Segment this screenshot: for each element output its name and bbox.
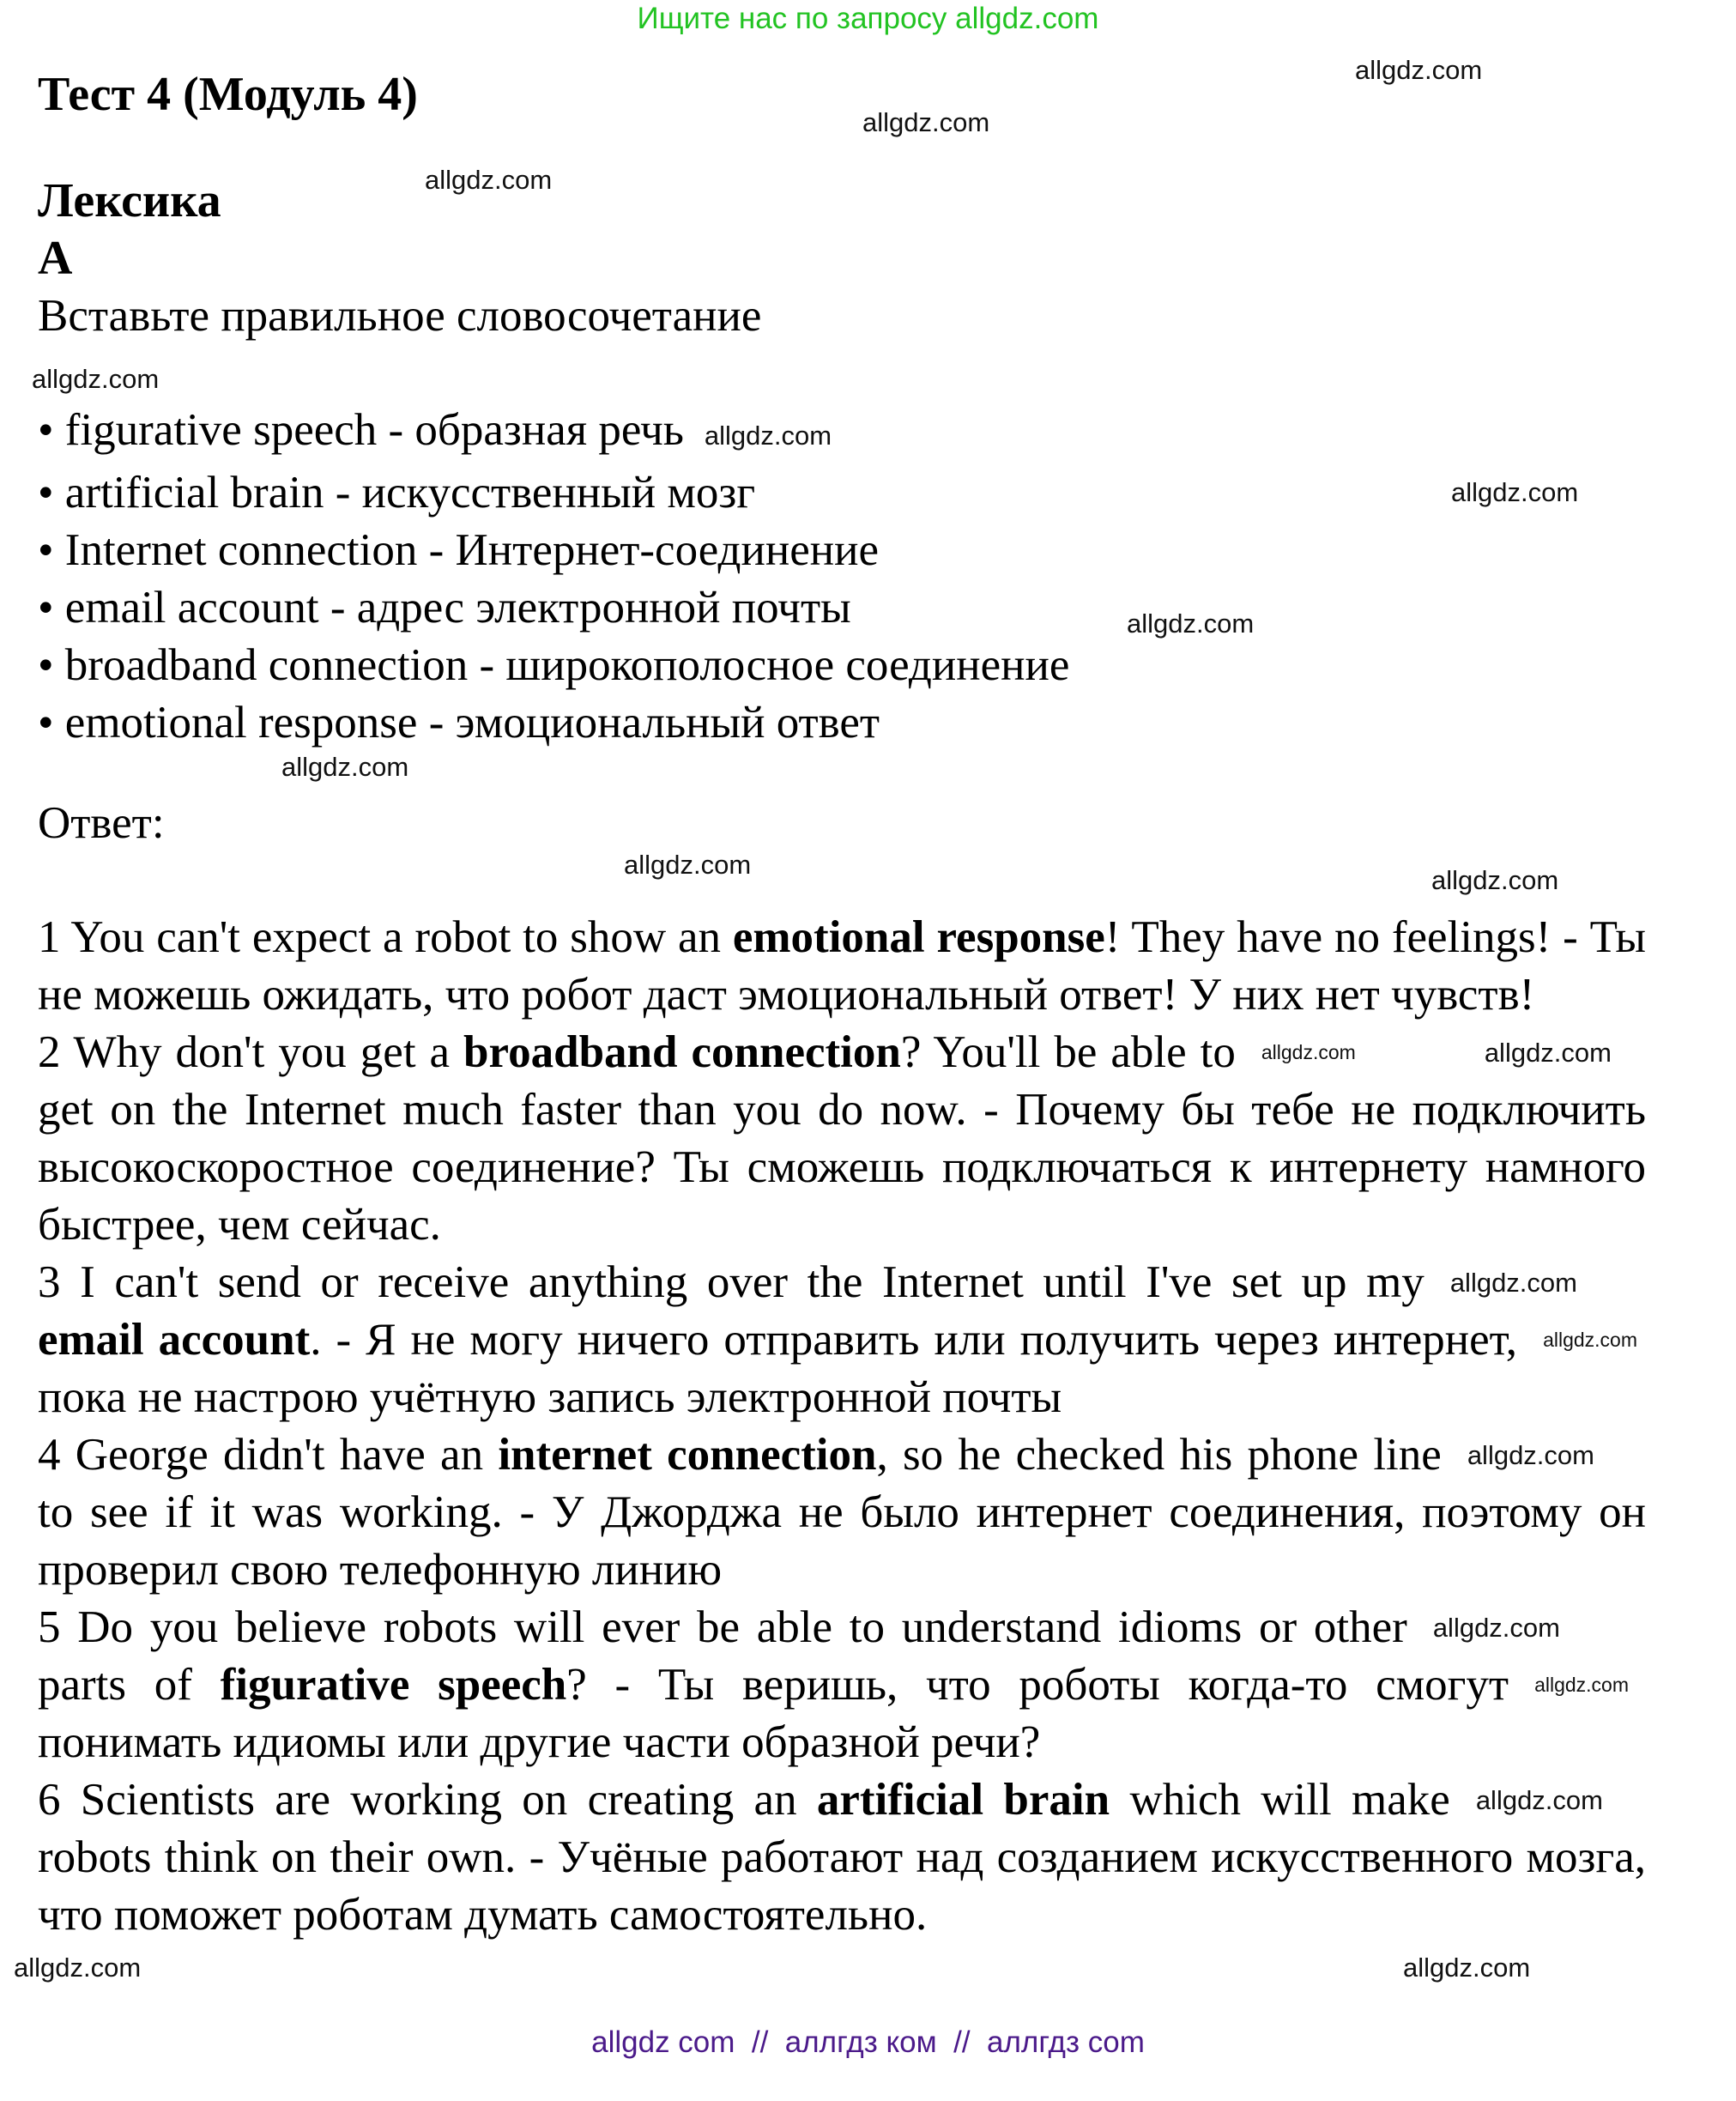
answer-key-phrase: email account <box>38 1315 311 1365</box>
watermark: allgdz.com <box>1355 55 1483 85</box>
watermark: allgdz.com <box>14 1953 142 1983</box>
watermark: allgdz.com <box>1261 1041 1356 1063</box>
answer-text: ! They have no feelings! - Ты не можешь ожидать, что робот даст эмоциональный ответ! У них нет чувств! <box>38 912 1646 1020</box>
answer-item <box>38 1771 1646 1944</box>
answer-text: 3 I can't send or receive anything over the Internet until I've set up my <box>38 1257 1424 1307</box>
answer-key-phrase: figurative speech <box>220 1660 567 1710</box>
answer-text: 4 George didn't have an <box>38 1430 499 1480</box>
watermark: allgdz.com <box>1543 1329 1637 1351</box>
list-item <box>38 402 1646 464</box>
answer-key-phrase: emotional response <box>732 912 1105 962</box>
watermark: allgdz.com <box>1432 1613 1560 1643</box>
answer-text: 5 Do you believe robots will ever be able to understand idioms or other parts of <box>38 1602 1407 1710</box>
answer-item <box>38 1024 1646 1254</box>
answer-item <box>38 1254 1646 1426</box>
bottom-watermarks <box>0 1944 1736 2021</box>
answer-text: . - Я не могу ничего отправить или получить через интернет, пока не настрою учётную запись электронной почты <box>38 1315 1518 1422</box>
watermark: allgdz.com <box>1484 1038 1612 1068</box>
list-item-text: • figurative speech - образная речь <box>38 405 684 455</box>
list-item: • emotional response - эмоциональный ответ <box>38 698 880 748</box>
answer-item <box>38 1426 1646 1599</box>
watermark: allgdz.com <box>1467 1440 1594 1470</box>
document-content <box>14 0 1646 2073</box>
answers <box>38 909 1646 1944</box>
list-item: • email account - адрес электронной почты <box>38 583 851 633</box>
watermark: allgdz.com <box>704 421 832 451</box>
answer-key-phrase: internet connection <box>498 1430 877 1480</box>
watermark: allgdz.com <box>1534 1674 1629 1696</box>
answer-key-phrase: artificial brain <box>816 1775 1110 1825</box>
footer-links: allgdz com // аллгдз ком // аллгдз com <box>591 2025 1145 2059</box>
answer-text: , so he checked his phone line to see if it was working. - У Джорджа не было интернет соединения, поэтому он проверил свою телефонную линию <box>38 1430 1646 1595</box>
exercise-instruction: Вставьте правильное словосочетание <box>38 291 762 341</box>
answer-text: 6 Scientists are working on creating an <box>38 1775 817 1825</box>
list-item: • artificial brain - искусственный мозг <box>38 468 756 518</box>
watermark: allgdz.com <box>1431 865 1559 895</box>
watermark: allgdz.com <box>32 364 160 394</box>
answer-item <box>38 1599 1646 1771</box>
watermark: allgdz.com <box>1127 609 1255 639</box>
answer-key-phrase: broadband connection <box>463 1027 901 1077</box>
answer-text: which will make robots think on their own. - Учёные работают над созданием искусственного мозга, что поможет роботам думать самостоятельно. <box>38 1775 1646 1940</box>
answer-text: ? You'll be able to get on the Internet much faster than you do now. - Почему бы тебе не подключить высокоскоростное соединение? Ты сможешь подключаться к интернету намного быстрее, чем сейчас. <box>38 1027 1646 1250</box>
watermark: allgdz.com <box>425 165 553 195</box>
watermark: allgdz.com <box>1403 1953 1531 1983</box>
exercise-letter: A <box>38 232 73 285</box>
watermark: allgdz.com <box>1451 477 1579 507</box>
list-item: • Internet connection - Интернет-соединение <box>38 525 880 575</box>
search-banner: Ищите нас по запросу allgdz.com <box>637 2 1099 35</box>
watermark: allgdz.com <box>624 850 752 880</box>
watermark: allgdz.com <box>281 752 409 782</box>
answer-text: 1 You can't expect a robot to show an <box>38 912 733 962</box>
answer-text: ? - Ты веришь, что роботы когда-то смогут понимать идиомы или другие части образной речи? <box>38 1660 1509 1767</box>
answer-text: 2 Why don't you get a <box>38 1027 464 1077</box>
list-item: • broadband connection - широкополосное соединение <box>38 640 1070 690</box>
watermark: allgdz.com <box>862 107 990 137</box>
page-title: Тест 4 (Модуль 4) <box>38 68 418 121</box>
section-heading: Лексика <box>38 174 221 227</box>
phrase-list <box>38 402 1646 752</box>
watermark: allgdz.com <box>1449 1268 1577 1298</box>
answer-item <box>38 909 1646 1024</box>
answer-label: Ответ: <box>38 798 165 848</box>
watermark: allgdz.com <box>1475 1785 1603 1815</box>
